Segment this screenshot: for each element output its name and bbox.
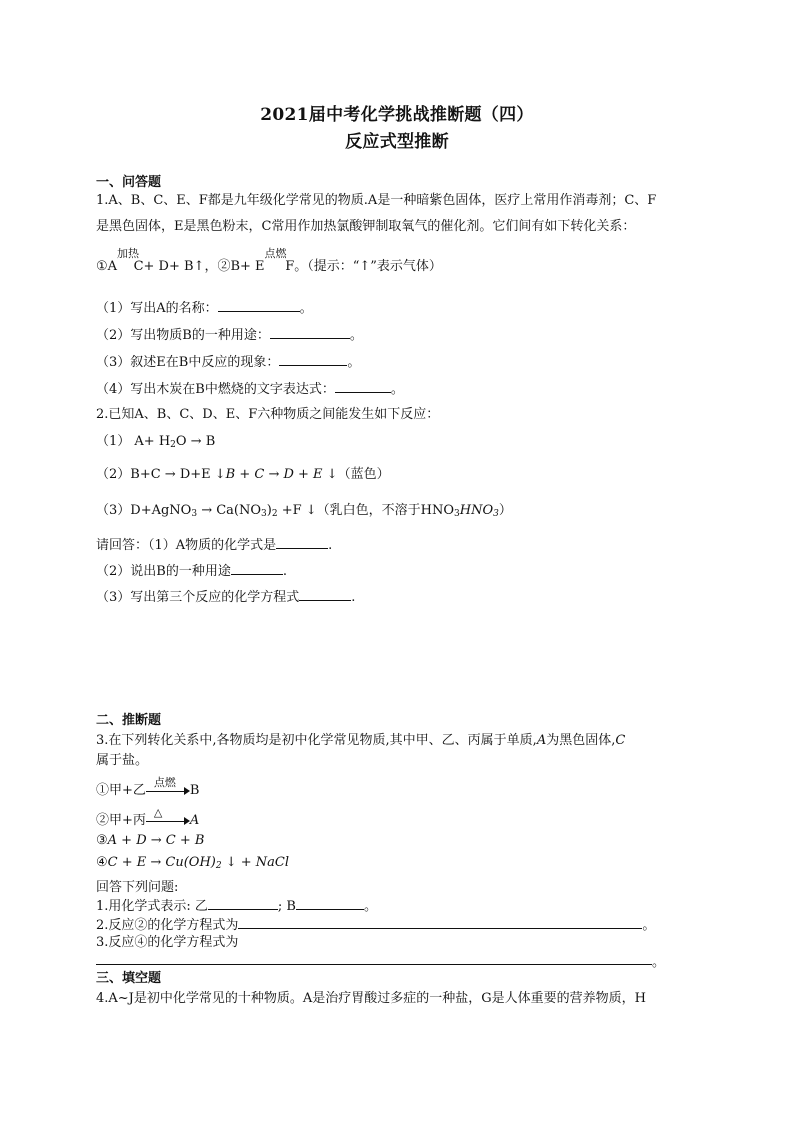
q3-ask: 回答下列问题: <box>96 880 179 895</box>
q3-eq-2: ②甲+丙 △ A <box>96 805 200 828</box>
answer-blank[interactable] <box>231 562 283 575</box>
answer-blank[interactable] <box>335 380 391 393</box>
answer-blank[interactable] <box>238 916 642 929</box>
section-heading-3: 三、填空题 <box>96 971 162 986</box>
eq-b: C+ D+ B↑，②B+ E <box>133 259 265 274</box>
q3-eq-1: ①甲+乙 点燃 B <box>96 775 200 798</box>
q3-ask-3-end: 。 <box>652 955 666 970</box>
q3-text-line1: 3.在下列转化关系中,各物质均是初中化学常见物质,其中甲、乙、丙属于单质,A为黑色固体,C <box>96 733 626 748</box>
arrow-icon: 点燃 <box>146 784 190 798</box>
q2-reaction-1: （1） $A+ H_2O \to B$ <box>96 434 216 450</box>
q3-text-line2: 属于盐。 <box>96 753 149 768</box>
answer-blank[interactable] <box>96 964 652 965</box>
answer-blank[interactable] <box>218 299 300 312</box>
section-heading-2: 二、推断题 <box>96 713 162 728</box>
q3-ask-1: 1.用化学式表示: 乙 ; B 。 <box>96 899 378 914</box>
answer-blank[interactable] <box>296 897 364 910</box>
q2-reaction-3: （3）D+AgNO$_3$ → $Ca(NO_3)_2 +F$ ↓（乳白色，不溶于$HNO_3HNO_3$） <box>96 503 512 519</box>
q1-text-line2: 是黑色固体，E是黑色粉末，C常用作加热氯酸钾制取氧气的催化剂。它们间有如下转化关系： <box>96 219 636 234</box>
answer-blank[interactable] <box>270 326 350 339</box>
q1-sub1: （1）写出A的名称： 。 <box>96 301 313 316</box>
q1-sub2: （2）写出物质B的一种用途： 。 <box>96 328 363 343</box>
q2-ask-1: 请回答：（1）A物质的化学式是 . <box>96 538 333 553</box>
section-heading-1: 一、问答题 <box>96 175 162 190</box>
q3-eq-3: ③A + D → C + B <box>96 833 205 848</box>
q3-ask-3: 3.反应④的化学方程式为 <box>96 935 239 950</box>
q2-reaction-2: （2）B+C → D+E ↓B + C → D + E ↓（蓝色） <box>96 467 390 482</box>
eq-c: F。（提示：“↑”表示气体） <box>285 259 442 274</box>
q3-ask-2: 2.反应②的化学方程式为 。 <box>96 918 656 933</box>
arrow-icon: △ <box>146 814 190 828</box>
condition-heat: 加热 <box>117 247 140 260</box>
answer-blank[interactable] <box>208 897 278 910</box>
eq-a: ①A <box>96 259 118 274</box>
q3-eq-4: ④C + $E \to Cu(OH)_2$ ↓ + NaCl <box>96 855 290 871</box>
q2-intro: 2.已知A、B、C、D、E、F六种物质之间能发生如下反应： <box>96 407 440 422</box>
q4-text: 4.A~J是初中化学常见的十种物质。A是治疗胃酸过多症的一种盐，G是人体重要的营养物质，H <box>96 991 647 1006</box>
page-subtitle: 反应式型推断 <box>345 132 449 152</box>
q2-ask-3: （3）写出第三个反应的化学方程式 . <box>96 590 356 605</box>
q1-text-line1: 1.A、B、C、E、F都是九年级化学常见的物质.A是一种暗紫色固体，医疗上常用作消毒剂；C、F <box>96 193 657 208</box>
answer-blank[interactable] <box>299 588 351 601</box>
condition-ignite: 点燃 <box>264 247 287 260</box>
q2-ask-2: （2）说出B的一种用途 . <box>96 564 287 579</box>
answer-blank[interactable] <box>279 353 347 366</box>
q1-equations <box>96 247 442 276</box>
q1-sub3: （3）叙述E在B中反应的现象： 。 <box>96 355 361 370</box>
q1-sub4: （4）写出木炭在B中燃烧的文字表达式： 。 <box>96 382 404 397</box>
page-title: 2021届中考化学挑战推断题（四） <box>260 105 534 125</box>
answer-blank[interactable] <box>276 536 328 549</box>
